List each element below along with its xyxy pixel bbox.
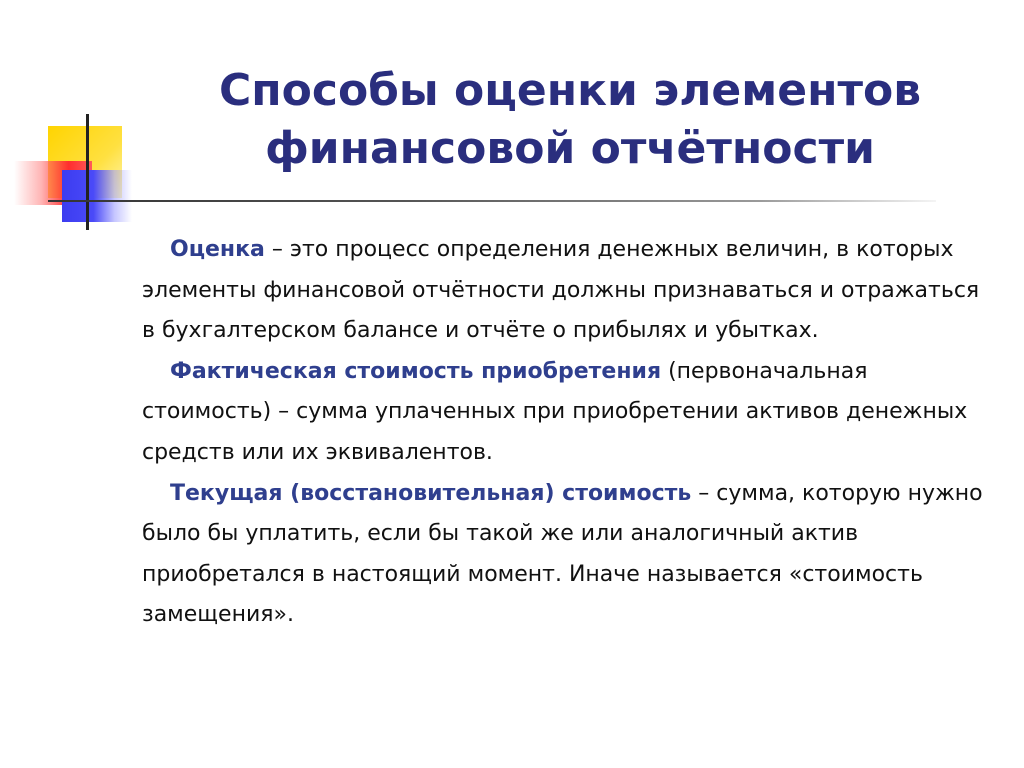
term-current-cost: Текущая (восстановительная) стоимость (170, 480, 692, 506)
paragraph-historical-cost (142, 352, 992, 474)
slide-body (142, 230, 992, 636)
title-underline (48, 200, 936, 202)
vertical-line-decoration (86, 114, 89, 230)
paragraph-valuation-text: – это процесс определения денежных величин, в которых элементы финансовой отчётности должны признаваться и отражаться в бухгалтерском балансе и отчёте о прибылях и убытках. (142, 237, 980, 344)
paragraph-current-cost (142, 474, 992, 636)
term-historical-cost: Фактическая стоимость приобретения (170, 358, 662, 384)
slide-title-line-1: Способы оценки элементов (218, 65, 922, 116)
paragraph-current-cost-text: – сумма, которую нужно было бы уплатить, если бы такой же или аналогичный актив приобретался в настоящий момент. Иначе называется «стоимость замещения». (142, 480, 983, 628)
paragraph-historical-cost-text: (первоначальная стоимость) – сумма уплаченных при приобретении активов денежных средств или их эквивалентов. (142, 358, 968, 465)
blue-square-decoration (62, 170, 132, 222)
slide-title (150, 62, 990, 178)
paragraph-valuation (142, 230, 992, 352)
slide-title-line-2: финансовой отчётности (265, 123, 875, 174)
term-valuation: Оценка (170, 237, 265, 262)
